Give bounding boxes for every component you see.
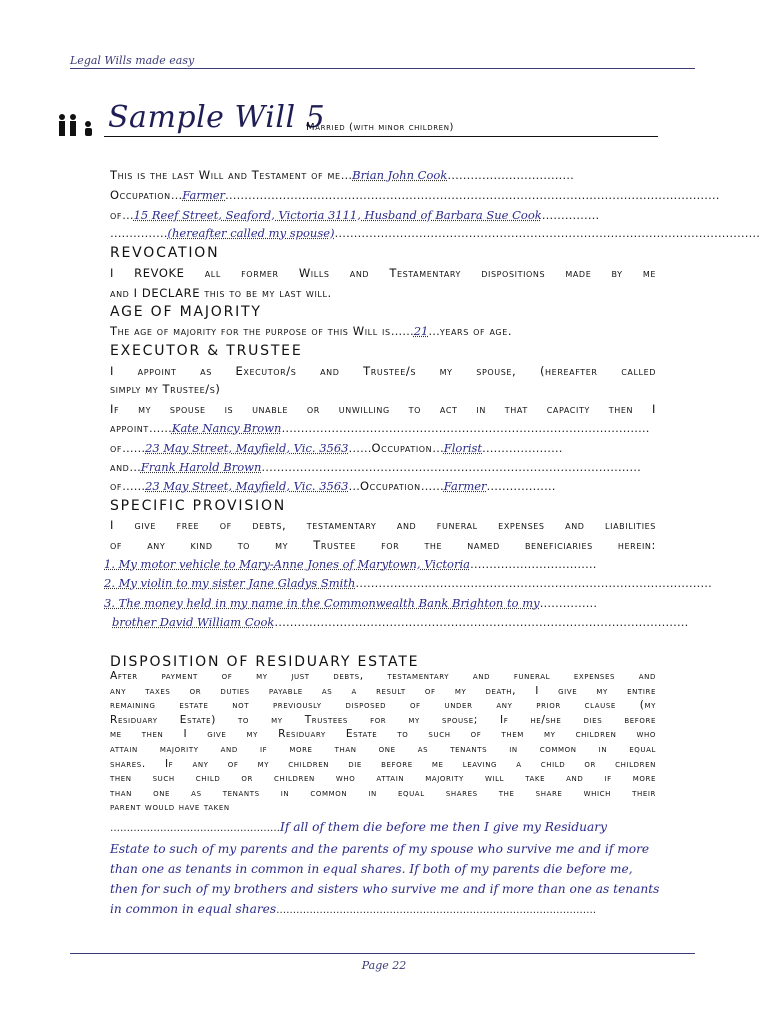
specific-line-2: of any kind to my Trustee for the named beneficiaries herein:: [110, 538, 656, 552]
appoint-line: appoint……Kate Nancy Brown……………………………………………………………………………………: [110, 421, 650, 435]
revocation-heading: REVOCATION: [110, 245, 220, 261]
majority-heading: AGE OF MAJORITY: [110, 304, 262, 320]
majority-text-after: years of age.: [439, 324, 513, 338]
bequest-1: 1. My motor vehicle to Mary-Anne Jones of Marytown, Victoria……………………………: [104, 557, 597, 571]
page-title: Sample Will 5: [108, 100, 326, 135]
residuary-hw-line: If all of them die before me then I give my Residuary: [280, 820, 607, 834]
of-label: of: [110, 208, 123, 222]
residuary-line: After payment of my just debts, testamentary and funeral expenses and: [110, 670, 656, 682]
bequest-2: 2. My violin to my sister Jane Gladys Smith…………………………………………………………………………………: [104, 576, 712, 590]
spouse-note: (hereafter called my spouse): [167, 226, 335, 240]
page-subtitle: Married (with minor children): [306, 122, 455, 133]
appointee1-address: 23 May Street, Mayfield, Vic. 3563: [145, 441, 349, 455]
bequest-2-text: 2. My violin to my sister Jane Gladys Smith: [104, 576, 356, 590]
appointee2-occupation: Farmer: [443, 479, 487, 493]
appointee2-address-line: of……23 May Street, Mayfield, Vic. 3563…Occupation……Farmer………………: [110, 479, 556, 493]
intro-line: This is the last Will and Testament of me…Brian John Cook……………………………: [110, 168, 574, 182]
revocation-line-1: I REVOKE all former Wills and Testamentary dispositions made by me: [110, 266, 656, 280]
testator-occupation: Farmer: [182, 188, 226, 202]
residuary-hw-line: Estate to such of my parents and the parents of my spouse who survive me and if more: [110, 842, 650, 856]
specific-line-1: I give free of debts, testamentary and funeral expenses and liabilities: [110, 518, 656, 532]
bequest-1-text: 1. My motor vehicle to Mary-Anne Jones of Marytown, Victoria: [104, 557, 471, 571]
residuary-line: attain majority and if more than one as tenants in common in equal: [110, 742, 656, 755]
family-icon: [57, 113, 101, 141]
bequest-3: 3. The money held in my name in the Commonwealth Bank Brighton to my……………: [104, 596, 598, 610]
appoint-label: appoint: [110, 421, 149, 435]
residuary-line: then such child or children who attain majority will take and if more: [110, 772, 656, 785]
title-rule: [104, 136, 658, 137]
appointee2-occupation-label: Occupation: [359, 479, 421, 493]
specific-heading: SPECIFIC PROVISION: [110, 498, 287, 514]
residuary-line: remaining estate not previously disposed of under any prior clause (my: [110, 699, 656, 712]
spouse-note-line: ……………(hereafter called my spouse)…………………………………………………………………………………………………: [110, 226, 761, 240]
occupation-label: Occupation: [110, 188, 171, 202]
appointee2-of-label: of: [110, 479, 123, 493]
residuary-paragraph: [110, 669, 656, 815]
residuary-line: than one as tenants in common in equal shares the share which their: [110, 786, 656, 799]
appointee2-name: Frank Harold Brown: [140, 460, 262, 474]
appointee1-name: Kate Nancy Brown: [171, 421, 282, 435]
occupation-line: Occupation…Farmer…………………………………………………………………………………………………………………: [110, 188, 720, 202]
testator-name: Brian John Cook: [352, 168, 448, 182]
residuary-line: parent would have taken: [110, 801, 230, 814]
majority-line: The age of majority for the purpose of this Will is……21…years of age.: [110, 324, 513, 338]
executor-heading: EXECUTOR & TRUSTEE: [110, 343, 303, 359]
residuary-hw-line: then for such of my brothers and sisters who survive me and if more than one as tenants: [110, 882, 660, 896]
bequest-3-text: 3. The money held in my name in the Commonwealth Bank Brighton to my: [104, 596, 540, 610]
appointee1-occupation: Florist: [443, 441, 483, 455]
residuary-line: shares. If any of my children die before me leaving a child or children: [110, 757, 656, 770]
residuary-heading: DISPOSITION OF RESIDUARY ESTATE: [110, 654, 420, 670]
appointee2-line: and…Frank Harold Brown………………………………………………………………………………………: [110, 460, 641, 474]
page-number: Page 22: [361, 959, 407, 972]
header-rule: [70, 68, 695, 69]
residuary-line: any taxes or duties payable as a result of my death, I give my entire: [110, 684, 656, 697]
appointee1-address-line: of……23 May Street, Mayfield, Vic. 3563……Occupation…Florist…………………: [110, 441, 563, 455]
testator-address: 15 Reef Street, Seaford, Victoria 3111, Husband of Barbara Sue Cook: [133, 208, 542, 222]
and-label: and: [110, 460, 130, 474]
majority-age: 21: [413, 324, 429, 338]
running-header: Legal Wills made easy: [70, 54, 195, 67]
bequest-3-text-cont: brother David William Cook: [112, 615, 275, 629]
residuary-hw-line: in common in equal shares: [110, 902, 277, 916]
appointee2-address: 23 May Street, Mayfield, Vic. 3563: [145, 479, 349, 493]
executor-line-1: I appoint as Executor/s and Trustee/s my spouse, (hereafter called: [110, 364, 656, 378]
appointee1-occupation-label: Occupation: [371, 441, 433, 455]
revocation-line-2: and I DECLARE this to be my last will.: [110, 286, 332, 300]
residuary-line: Residuary Estate) to my Trustees for my spouse; If he/she dies before: [110, 713, 656, 726]
address-line: of…15 Reef Street, Seaford, Victoria 3111, Husband of Barbara Sue Cook……………: [110, 208, 600, 222]
bequest-3-cont: brother David William Cook………………………………………………………………………………………………: [112, 615, 689, 629]
residuary-hw-line: than one as tenants in common in equal shares. If both of my parents die before me,: [110, 862, 633, 876]
residuary-line: me then I give my Residuary Estate to such of them my children who: [110, 728, 656, 741]
intro-label: This is the last Will and Testament of me: [110, 168, 341, 182]
executor-line-2: simply my Trustee/s): [110, 382, 221, 396]
footer-rule: [70, 953, 695, 954]
residuary-handwritten: ……………………………………………If all of them die before me then I give my Residuary Estate to such of my parents and the parents of my spouse who survive me and if more than one as tenants in common in equal shares. If both of my parents die before me, then for such of my brothers and sisters who survive me and if more than one as tenants in common in equal shares……………………………………………………………………………………: [110, 817, 676, 921]
appointee1-of-label: of: [110, 441, 123, 455]
majority-text-before: The age of majority for the purpose of this Will is: [110, 324, 391, 338]
executor-line-3: If my spouse is unable or unwilling to act in that capacity then I: [110, 402, 656, 416]
